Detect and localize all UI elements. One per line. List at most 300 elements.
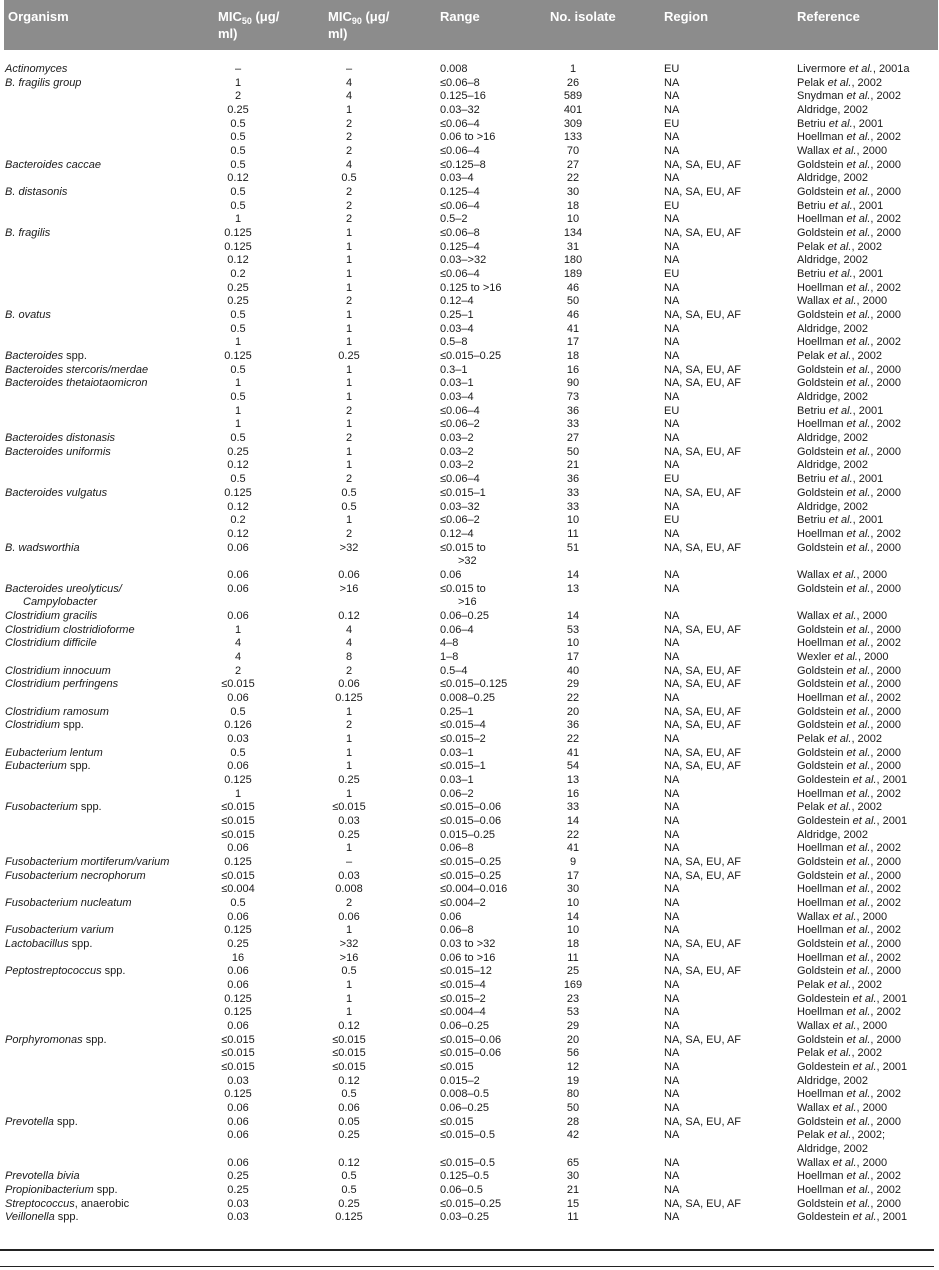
mic90-cell: 0.12 (338, 609, 360, 622)
mic90-cell: 1 (345, 240, 353, 253)
range-cell: 0.03–1 (440, 746, 474, 759)
mic50-cell: 1 (234, 213, 242, 226)
range-cell: 0.03–32 (440, 104, 480, 117)
range-cell: ≤0.06–8 (440, 76, 480, 89)
mic50-cell: 0.03 (227, 1074, 249, 1087)
reference-cell: Goldstein et al., 2000 (797, 664, 901, 677)
range-cell: 0.06–2 (440, 787, 474, 800)
isolate-count-cell: 189 (563, 268, 583, 281)
mic50-cell: 0.06 (227, 1156, 249, 1169)
mic50-cell: 1 (234, 404, 242, 417)
table-row (4, 569, 938, 583)
isolate-count-cell: 90 (566, 377, 580, 390)
organism-cell: Clostridium innocuum (5, 664, 111, 677)
region-cell: NA (664, 773, 680, 786)
table-row (4, 487, 938, 501)
table-row (4, 911, 938, 925)
region-cell: NA (664, 1129, 680, 1142)
reference-cell: Goldestein et al., 2001 (797, 814, 908, 827)
region-cell: EU (664, 199, 680, 212)
mic90-cell: 0.25 (338, 1197, 360, 1210)
isolate-count-cell: 31 (566, 240, 580, 253)
range-cell: ≤0.015 (440, 1115, 474, 1128)
range-cell: 0.06–0.25 (440, 1020, 489, 1033)
isolate-count-cell: 53 (566, 623, 580, 636)
reference-cell: Wallax et al., 2000 (797, 910, 888, 923)
isolate-count-cell: 23 (566, 992, 580, 1005)
table-row (4, 528, 938, 542)
mic50-cell: 0.06 (227, 1020, 249, 1033)
table-row (4, 665, 938, 679)
isolate-count-cell: 53 (566, 1006, 580, 1019)
isolate-count-cell: 20 (566, 705, 580, 718)
mic50-cell: 0.2 (230, 514, 246, 527)
table-row (4, 651, 938, 665)
table-row (4, 213, 938, 227)
range-cell: ≤0.015 to >16 (440, 582, 486, 609)
isolate-count-cell: 54 (566, 760, 580, 773)
organism-cell: Bacteroides vulgatus (5, 486, 108, 499)
region-cell: EU (664, 117, 680, 130)
reference-cell: Hoellman et al., 2002 (797, 213, 901, 226)
table-row (4, 1006, 938, 1020)
region-cell: NA, SA, EU, AF (664, 541, 742, 554)
reference-cell: Pelak et al., 2002 (797, 801, 883, 814)
region-cell: NA (664, 1074, 680, 1087)
reference-cell: Hoellman et al., 2002 (797, 951, 901, 964)
organism-cell: Bacteroides caccae (5, 158, 101, 171)
range-cell: ≤0.015–12 (440, 965, 492, 978)
mic50-cell: 0.5 (230, 158, 246, 171)
reference-cell: Goldestein et al., 2001 (797, 1211, 908, 1224)
isolate-count-cell: 36 (566, 473, 580, 486)
table-row (4, 131, 938, 145)
range-cell: 0.125–16 (440, 90, 486, 103)
mic90-cell: 0.5 (341, 1088, 357, 1101)
isolate-count-cell: 21 (566, 459, 580, 472)
mic90-cell: 0.5 (341, 1184, 357, 1197)
isolate-count-cell: 133 (563, 131, 583, 144)
isolate-count-cell: 134 (563, 227, 583, 240)
region-cell: NA (664, 979, 680, 992)
isolate-count-cell: 9 (569, 856, 577, 868)
mic90-cell: 2 (345, 664, 353, 677)
table-row (4, 1129, 938, 1156)
mic50-cell: 0.5 (230, 131, 246, 144)
organism-cell: Bacteroides ureolyticus/ Campylobacter (5, 582, 122, 609)
reference-cell: Aldridge, 2002 (797, 828, 868, 841)
organism-cell: B. fragilis group (5, 76, 82, 89)
region-cell: NA (664, 432, 680, 445)
table-row (4, 1211, 938, 1225)
reference-cell: Wallax et al., 2000 (797, 1156, 888, 1169)
region-cell: NA (664, 732, 680, 745)
range-cell: ≤0.06–8 (440, 227, 480, 240)
isolate-count-cell: 11 (567, 527, 579, 540)
reference-cell: Hoellman et al., 2002 (797, 897, 901, 910)
table-row (4, 829, 938, 843)
region-cell: NA (664, 801, 680, 814)
isolate-count-cell: 22 (566, 691, 580, 704)
table-row (4, 774, 938, 788)
mic50-cell: ≤0.004 (221, 883, 255, 896)
header-reference: Reference (797, 9, 860, 24)
range-cell: ≤0.06–4 (440, 404, 480, 417)
isolate-count-cell: 18 (566, 199, 580, 212)
reference-cell: Hoellman et al., 2002 (797, 691, 901, 704)
mic90-cell: 1 (345, 459, 353, 472)
reference-cell: Goldstein et al., 2000 (797, 719, 901, 732)
isolate-count-cell: 50 (566, 445, 580, 458)
table-row (4, 377, 938, 391)
isolate-count-cell: 14 (566, 609, 580, 622)
mic90-cell: 1 (345, 746, 353, 759)
mic90-cell: 2 (345, 117, 353, 130)
organism-cell: Eubacterium lentum (5, 746, 103, 759)
mic50-cell: 1 (234, 787, 242, 800)
mic90-cell: 1 (345, 732, 353, 745)
range-cell: 0.03–4 (440, 172, 474, 185)
mic90-cell: ≤0.015 (332, 1047, 366, 1060)
range-cell: ≤0.015–0.06 (440, 814, 502, 827)
mic90-cell: 0.06 (338, 1102, 360, 1115)
isolate-count-cell: 14 (566, 568, 580, 581)
region-cell: NA (664, 459, 680, 472)
reference-cell: Aldridge, 2002 (797, 254, 868, 267)
mic90-cell: 0.5 (341, 500, 357, 513)
header-no-isolate: No. isolate (550, 9, 616, 24)
region-cell: NA, SA, EU, AF (664, 309, 742, 322)
mic90-cell: 1 (345, 309, 353, 322)
isolate-count-cell: 30 (566, 1170, 580, 1183)
range-cell: ≤0.015 to >32 (440, 541, 486, 568)
isolate-count-cell: 21 (566, 1184, 580, 1197)
isolate-count-cell: 42 (566, 1129, 580, 1142)
mic50-cell: 0.25 (227, 938, 249, 951)
table-row (4, 159, 938, 173)
organism-cell: B. fragilis (5, 227, 51, 240)
range-cell: 1–8 (440, 650, 459, 663)
region-cell: NA (664, 897, 680, 910)
mic90-cell: – (345, 856, 353, 868)
mic90-cell: 1 (345, 377, 353, 390)
range-cell: 0.03–4 (440, 391, 474, 404)
mic50-cell: 0.125 (224, 992, 252, 1005)
range-cell: 0.008–0.5 (440, 1088, 489, 1101)
region-cell: NA, SA, EU, AF (664, 664, 742, 677)
table-row (4, 1157, 938, 1171)
isolate-count-cell: 180 (563, 254, 583, 267)
mic50-cell: 0.06 (227, 568, 249, 581)
isolate-count-cell: 25 (566, 965, 580, 978)
mic90-cell: 2 (345, 199, 353, 212)
region-cell: NA (664, 254, 680, 267)
mic50-cell: 0.06 (227, 582, 249, 595)
organism-cell: Prevotella spp. (5, 1115, 78, 1128)
range-cell: 0.25–1 (440, 705, 474, 718)
isolate-count-cell: 30 (566, 883, 580, 896)
region-cell: NA (664, 1170, 680, 1183)
reference-cell: Pelak et al., 2002 (797, 1047, 883, 1060)
mic50-cell: 0.12 (227, 254, 249, 267)
table-row (4, 1170, 938, 1184)
mic90-cell: 4 (345, 623, 353, 636)
table-row (4, 801, 938, 815)
table-row (4, 719, 938, 733)
organism-cell: Fusobacterium mortiferum/varium (5, 856, 170, 868)
reference-cell: Snydman et al., 2002 (797, 90, 901, 103)
isolate-count-cell: 33 (566, 418, 580, 431)
mic90-cell: 0.25 (338, 350, 360, 363)
isolate-count-cell: 80 (566, 1088, 580, 1101)
reference-cell: Goldestein et al., 2001 (797, 773, 908, 786)
mic90-cell: 0.5 (341, 965, 357, 978)
mic90-cell: 1 (345, 281, 353, 294)
range-cell: 0.03 to >32 (440, 938, 496, 951)
reference-cell: Goldstein et al., 2000 (797, 227, 901, 240)
reference-cell: Betriu et al., 2001 (797, 473, 884, 486)
mic50-cell: 0.125 (224, 227, 252, 240)
table-row (4, 965, 938, 979)
organism-cell: Clostridium perfringens (5, 678, 119, 691)
organism-cell: Bacteroides thetaiotaomicron (5, 377, 148, 390)
isolate-count-cell: 15 (566, 1197, 580, 1210)
region-cell: NA (664, 992, 680, 1005)
organism-cell: Fusobacterium varium (5, 924, 114, 937)
reference-cell: Goldestein et al., 2001 (797, 1061, 908, 1074)
mic90-cell: 1 (345, 322, 353, 335)
reference-cell: Goldstein et al., 2000 (797, 938, 901, 951)
table-row (4, 924, 938, 938)
table-body (4, 63, 938, 1225)
reference-cell: Goldstein et al., 2000 (797, 377, 901, 390)
region-cell: NA (664, 691, 680, 704)
reference-cell: Hoellman et al., 2002 (797, 336, 901, 349)
mic50-cell: 0.2 (230, 268, 246, 281)
range-cell: 0.03–2 (440, 445, 474, 458)
isolate-count-cell: 50 (566, 1102, 580, 1115)
reference-cell: Goldstein et al., 2000 (797, 678, 901, 691)
reference-cell: Wallax et al., 2000 (797, 609, 888, 622)
reference-cell: Goldstein et al., 2000 (797, 705, 901, 718)
region-cell: EU (664, 268, 680, 281)
table-row (4, 418, 938, 432)
region-cell: NA (664, 336, 680, 349)
reference-cell: Hoellman et al., 2002 (797, 883, 901, 896)
mic50-cell: 0.06 (227, 609, 249, 622)
table-row (4, 815, 938, 829)
table-row (4, 583, 938, 610)
mic50-cell: 0.25 (227, 295, 249, 308)
mic90-cell: >16 (339, 951, 359, 964)
range-cell: 0.03–32 (440, 500, 480, 513)
table-row (4, 993, 938, 1007)
mic90-cell: 1 (345, 227, 353, 240)
mic50-cell: ≤0.015 (221, 828, 255, 841)
range-cell: ≤0.004–4 (440, 1006, 486, 1019)
organism-cell: Fusobacterium necrophorum (5, 869, 146, 882)
region-cell: NA, SA, EU, AF (664, 1115, 742, 1128)
reference-cell: Aldridge, 2002 (797, 500, 868, 513)
isolate-count-cell: 41 (566, 746, 580, 759)
mic50-cell: 1 (234, 623, 242, 636)
reference-cell: Wallax et al., 2000 (797, 145, 888, 158)
region-cell: NA, SA, EU, AF (664, 445, 742, 458)
mic90-cell: 1 (345, 363, 353, 376)
range-cell: ≤0.06–4 (440, 473, 480, 486)
mic50-cell: 0.25 (227, 1170, 249, 1183)
table-row (4, 391, 938, 405)
isolate-count-cell: 13 (566, 773, 580, 786)
mic90-cell: 2 (345, 295, 353, 308)
isolate-count-cell: 10 (566, 897, 580, 910)
isolate-count-cell: 14 (566, 910, 580, 923)
range-cell: 0.5–8 (440, 336, 468, 349)
mic90-cell: >32 (339, 541, 359, 554)
mic90-cell: 0.25 (338, 773, 360, 786)
table-row (4, 542, 938, 569)
range-cell: 0.06–8 (440, 842, 474, 855)
reference-cell: Betriu et al., 2001 (797, 117, 884, 130)
table-row (4, 1184, 938, 1198)
region-cell: NA (664, 391, 680, 404)
isolate-count-cell: 50 (566, 295, 580, 308)
reference-cell: Aldridge, 2002 (797, 104, 868, 117)
region-cell: EU (664, 404, 680, 417)
reference-cell: Hoellman et al., 2002 (797, 527, 901, 540)
table-row (4, 856, 938, 870)
mic50-cell: 0.125 (224, 350, 252, 363)
table-row (4, 459, 938, 473)
mic90-cell: 1 (345, 1006, 353, 1019)
reference-cell: Goldstein et al., 2000 (797, 541, 901, 554)
mic90-cell: 1 (345, 705, 353, 718)
mic50-cell: 0.12 (227, 527, 249, 540)
table-row (4, 1047, 938, 1061)
range-cell: 0.06–0.25 (440, 1102, 489, 1115)
isolate-count-cell: 17 (566, 336, 580, 349)
table-row (4, 501, 938, 515)
region-cell: NA (664, 582, 680, 595)
isolate-count-cell: 46 (566, 281, 580, 294)
range-cell: ≤0.06–4 (440, 117, 480, 130)
range-cell: ≤0.06–4 (440, 145, 480, 158)
reference-cell: Goldstein et al., 2000 (797, 363, 901, 376)
mic90-cell: 2 (345, 719, 353, 732)
region-cell: NA (664, 1006, 680, 1019)
table-row (4, 90, 938, 104)
region-cell: NA (664, 924, 680, 937)
organism-cell: Bacteroides uniformis (5, 445, 111, 458)
mic50-cell: 0.5 (230, 117, 246, 130)
range-cell: 0.3–1 (440, 363, 468, 376)
region-cell: NA (664, 1156, 680, 1169)
organism-cell: Fusobacterium nucleatum (5, 897, 132, 910)
isolate-count-cell: 1 (569, 63, 577, 75)
isolate-count-cell: 19 (566, 1074, 580, 1087)
table-row (4, 514, 938, 528)
mic50-cell: 0.5 (230, 705, 246, 718)
isolate-count-cell: 20 (566, 1033, 580, 1046)
mic50-cell: ≤0.015 (221, 1033, 255, 1046)
reference-cell: Pelak et al., 2002; Aldridge, 2002 (797, 1129, 886, 1156)
range-cell: ≤0.06–4 (440, 268, 480, 281)
mic50-cell: 0.5 (230, 432, 246, 445)
region-cell: NA, SA, EU, AF (664, 938, 742, 951)
region-cell: NA (664, 637, 680, 650)
table-row (4, 186, 938, 200)
isolate-count-cell: 18 (566, 350, 580, 363)
isolate-count-cell: 22 (566, 828, 580, 841)
table-row (4, 336, 938, 350)
region-cell: NA (664, 609, 680, 622)
mic90-cell: 1 (345, 254, 353, 267)
mic50-cell: 0.06 (227, 1129, 249, 1142)
region-cell: NA (664, 295, 680, 308)
reference-cell: Betriu et al., 2001 (797, 404, 884, 417)
table-row (4, 979, 938, 993)
range-cell: ≤0.015–0.25 (440, 856, 502, 868)
reference-cell: Hoellman et al., 2002 (797, 1088, 901, 1101)
reference-cell: Pelak et al., 2002 (797, 979, 883, 992)
mic90-cell: 0.03 (338, 814, 360, 827)
region-cell: NA, SA, EU, AF (664, 227, 742, 240)
region-cell: NA (664, 281, 680, 294)
mic50-cell: 0.5 (230, 322, 246, 335)
region-cell: NA (664, 1184, 680, 1197)
table-row (4, 1020, 938, 1034)
isolate-count-cell: 46 (566, 309, 580, 322)
organism-cell: Prevotella bivia (5, 1170, 80, 1183)
isolate-count-cell: 10 (566, 213, 580, 226)
mic50-cell: 0.125 (224, 856, 252, 868)
organism-cell: Clostridium ramosum (5, 705, 109, 718)
mic50-cell: 0.03 (227, 1197, 249, 1210)
mic90-cell: >32 (339, 938, 359, 951)
range-cell: 0.125 to >16 (440, 281, 502, 294)
table-row (4, 1102, 938, 1116)
mic50-cell: 0.5 (230, 391, 246, 404)
table-row (4, 897, 938, 911)
mic50-cell: 1 (234, 377, 242, 390)
mic50-cell: 0.126 (224, 719, 252, 732)
range-cell: ≤0.06–2 (440, 514, 480, 527)
range-cell: 0.06 to >16 (440, 951, 496, 964)
mic90-cell: 2 (345, 131, 353, 144)
mic50-cell: 0.06 (227, 965, 249, 978)
table-row (4, 952, 938, 966)
range-cell: 0.06–0.5 (440, 1184, 483, 1197)
isolate-count-cell: 10 (566, 924, 580, 937)
reference-cell: Goldstein et al., 2000 (797, 1197, 901, 1210)
region-cell: EU (664, 63, 680, 75)
region-cell: NA, SA, EU, AF (664, 1197, 742, 1210)
reference-cell: Pelak et al., 2002 (797, 732, 883, 745)
mic90-cell: 0.5 (341, 172, 357, 185)
table-row (4, 624, 938, 638)
mic90-cell: 2 (345, 432, 353, 445)
table-row (4, 350, 938, 364)
range-cell: 4–8 (440, 637, 459, 650)
range-cell: 0.12–4 (440, 527, 474, 540)
range-cell: 0.015–0.25 (440, 828, 496, 841)
isolate-count-cell: 33 (566, 801, 580, 814)
mic90-cell: 0.125 (335, 1211, 363, 1224)
isolate-count-cell: 70 (566, 145, 580, 158)
mic90-cell: >16 (339, 582, 359, 595)
table-row (4, 104, 938, 118)
organism-cell: Clostridium clostridioforme (5, 623, 135, 636)
